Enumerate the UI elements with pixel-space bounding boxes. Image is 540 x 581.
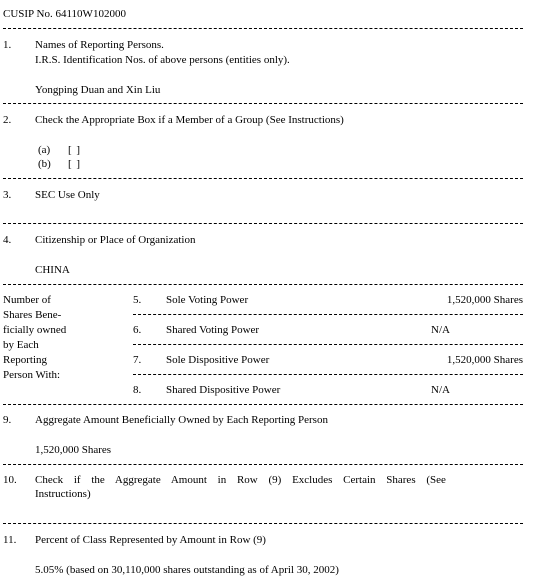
row8-label: Shared Dispositive Power bbox=[166, 384, 281, 396]
row5-number: 5. bbox=[133, 294, 142, 306]
divider bbox=[3, 464, 523, 465]
item10-label: Check if the Aggregate Amount in Row (9) Excludes Certain Shares (See bbox=[35, 474, 446, 486]
divider bbox=[3, 103, 523, 104]
item9-number: 9. bbox=[3, 414, 12, 426]
row6-number: 6. bbox=[133, 324, 142, 336]
item3-label: SEC Use Only bbox=[35, 189, 100, 201]
divider bbox=[133, 374, 523, 375]
divider bbox=[3, 284, 523, 285]
item10-label-line2: Instructions) bbox=[35, 488, 91, 500]
item11-number: 11. bbox=[3, 534, 17, 546]
row8-value: N/A bbox=[431, 384, 450, 396]
item4-value: CHINA bbox=[35, 264, 70, 276]
row5-label: Sole Voting Power bbox=[166, 294, 249, 306]
shares-caption-line: Shares Bene- bbox=[3, 309, 62, 321]
item2-number: 2. bbox=[3, 114, 12, 126]
row7-value: 1,520,000 Shares bbox=[446, 354, 523, 366]
group-option-b-label: (b) bbox=[38, 158, 51, 170]
row8-number: 8. bbox=[133, 384, 142, 396]
cusip-number: CUSIP No. 64110W102000 bbox=[3, 8, 126, 20]
divider bbox=[3, 28, 523, 29]
row7-number: 7. bbox=[133, 354, 142, 366]
item1-value: Yongping Duan and Xin Liu bbox=[35, 84, 161, 96]
divider bbox=[3, 223, 523, 224]
item1-label: Names of Reporting Persons. bbox=[35, 39, 164, 51]
group-option-a-label: (a) bbox=[38, 144, 51, 156]
row6-value: N/A bbox=[431, 324, 450, 336]
divider bbox=[3, 523, 523, 524]
divider bbox=[3, 178, 523, 179]
item9-label: Aggregate Amount Beneficially Owned by Each Reporting Person bbox=[35, 414, 328, 426]
shares-caption-line: ficially owned bbox=[3, 324, 67, 336]
row6-label: Shared Voting Power bbox=[166, 324, 260, 336]
item10-number: 10. bbox=[3, 474, 17, 486]
shares-caption-line: Person With: bbox=[3, 369, 61, 381]
row5-value: 1,520,000 Shares bbox=[446, 294, 523, 306]
item9-value: 1,520,000 Shares bbox=[35, 444, 112, 456]
group-option-b-checkbox: [ ] bbox=[68, 158, 82, 170]
shares-caption-line: by Each bbox=[3, 339, 39, 351]
divider bbox=[3, 404, 523, 405]
item1-number: 1. bbox=[3, 39, 12, 51]
item4-number: 4. bbox=[3, 234, 12, 246]
item4-label: Citizenship or Place of Organization bbox=[35, 234, 196, 246]
group-option-a-checkbox: [ ] bbox=[68, 144, 82, 156]
shares-caption-line: Number of bbox=[3, 294, 51, 306]
item1-label-line2: I.R.S. Identification Nos. of above persons (entities only). bbox=[35, 54, 290, 66]
item3-number: 3. bbox=[3, 189, 12, 201]
item11-value: 5.05% (based on 30,110,000 shares outstanding as of April 30, 2002) bbox=[35, 564, 339, 576]
shares-caption-line: Reporting bbox=[3, 354, 47, 366]
item2-label: Check the Appropriate Box if a Member of a Group (See Instructions) bbox=[35, 114, 344, 126]
divider bbox=[133, 314, 523, 315]
item11-label: Percent of Class Represented by Amount in Row (9) bbox=[35, 534, 266, 546]
divider bbox=[133, 344, 523, 345]
row7-label: Sole Dispositive Power bbox=[166, 354, 270, 366]
